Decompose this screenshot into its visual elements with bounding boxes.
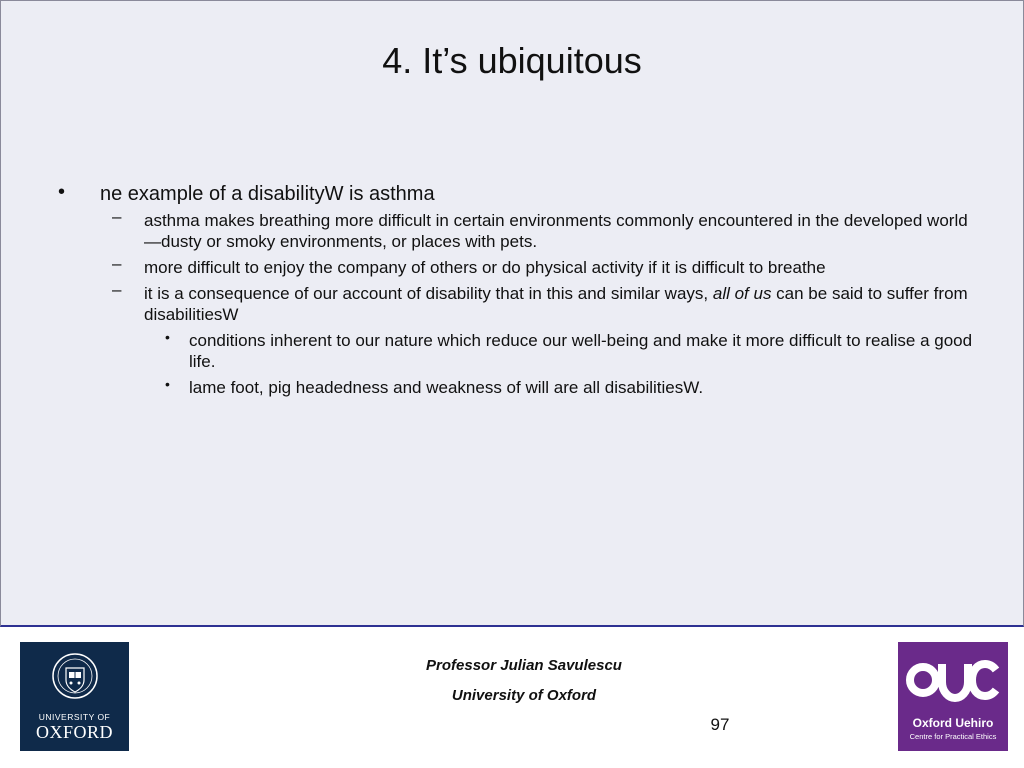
- bullet-main-text: ne example of a disabilityW is asthma: [100, 183, 435, 205]
- dash-icon: –: [112, 254, 122, 273]
- sub-bullet-2-text: more difficult to enjoy the company of others or do physical activity if it is difficult to breathe: [144, 258, 826, 277]
- dash-icon: –: [112, 207, 122, 226]
- bullet-main: [58, 180, 978, 208]
- sub-bullet-1: [112, 207, 978, 252]
- bullet-icon: •: [165, 376, 170, 392]
- oxford-crest-icon: [51, 652, 99, 704]
- oxford-uehiro-logo: [898, 642, 1008, 751]
- sub-sub-bullet-2: [165, 376, 978, 398]
- sub-bullet-2: [112, 254, 978, 278]
- logo-text-oxford: OXFORD: [35, 722, 113, 742]
- sub-bullet-3: [112, 280, 978, 325]
- logo-text-centre: Centre for Practical Ethics: [909, 732, 997, 741]
- sub-bullet-3-text-start: it is a consequence of our account of disability that in this and similar ways,: [144, 284, 713, 303]
- slide-content: [58, 180, 978, 403]
- sub-sub-bullet-2-text: lame foot, pig headedness and weakness of will are all disabilitiesW.: [189, 378, 704, 397]
- bullet-icon: •: [58, 181, 66, 203]
- bullet-icon: •: [165, 329, 170, 345]
- dash-icon: –: [112, 280, 122, 299]
- presenter-name: Professor Julian Savulescu: [426, 657, 622, 674]
- sub-bullet-3-emphasis: all of us: [712, 284, 772, 303]
- sub-sub-bullet-1: [165, 329, 978, 372]
- ouc-mark-icon: [906, 656, 1000, 708]
- institution-name: University of Oxford: [451, 687, 597, 704]
- university-of-oxford-logo: [20, 642, 129, 751]
- sub-bullet-3-text-end: can be said to suffer from disabilitiesW: [144, 284, 968, 324]
- slide-title: 4. It’s ubiquitous: [382, 40, 642, 81]
- logo-text-oxford-uehiro: Oxford Uehiro: [912, 716, 994, 730]
- sub-sub-bullet-1-text: conditions inherent to our nature which reduce our well-being and make it more difficult to realise a good life.: [189, 331, 973, 371]
- page-number: 97: [710, 715, 730, 734]
- sub-bullet-1-text: asthma makes breathing more difficult in certain environments commonly encountered in the developed world—dusty or smoky environments, or places with pets.: [144, 211, 968, 251]
- logo-text-university-of: UNIVERSITY OF: [38, 712, 111, 722]
